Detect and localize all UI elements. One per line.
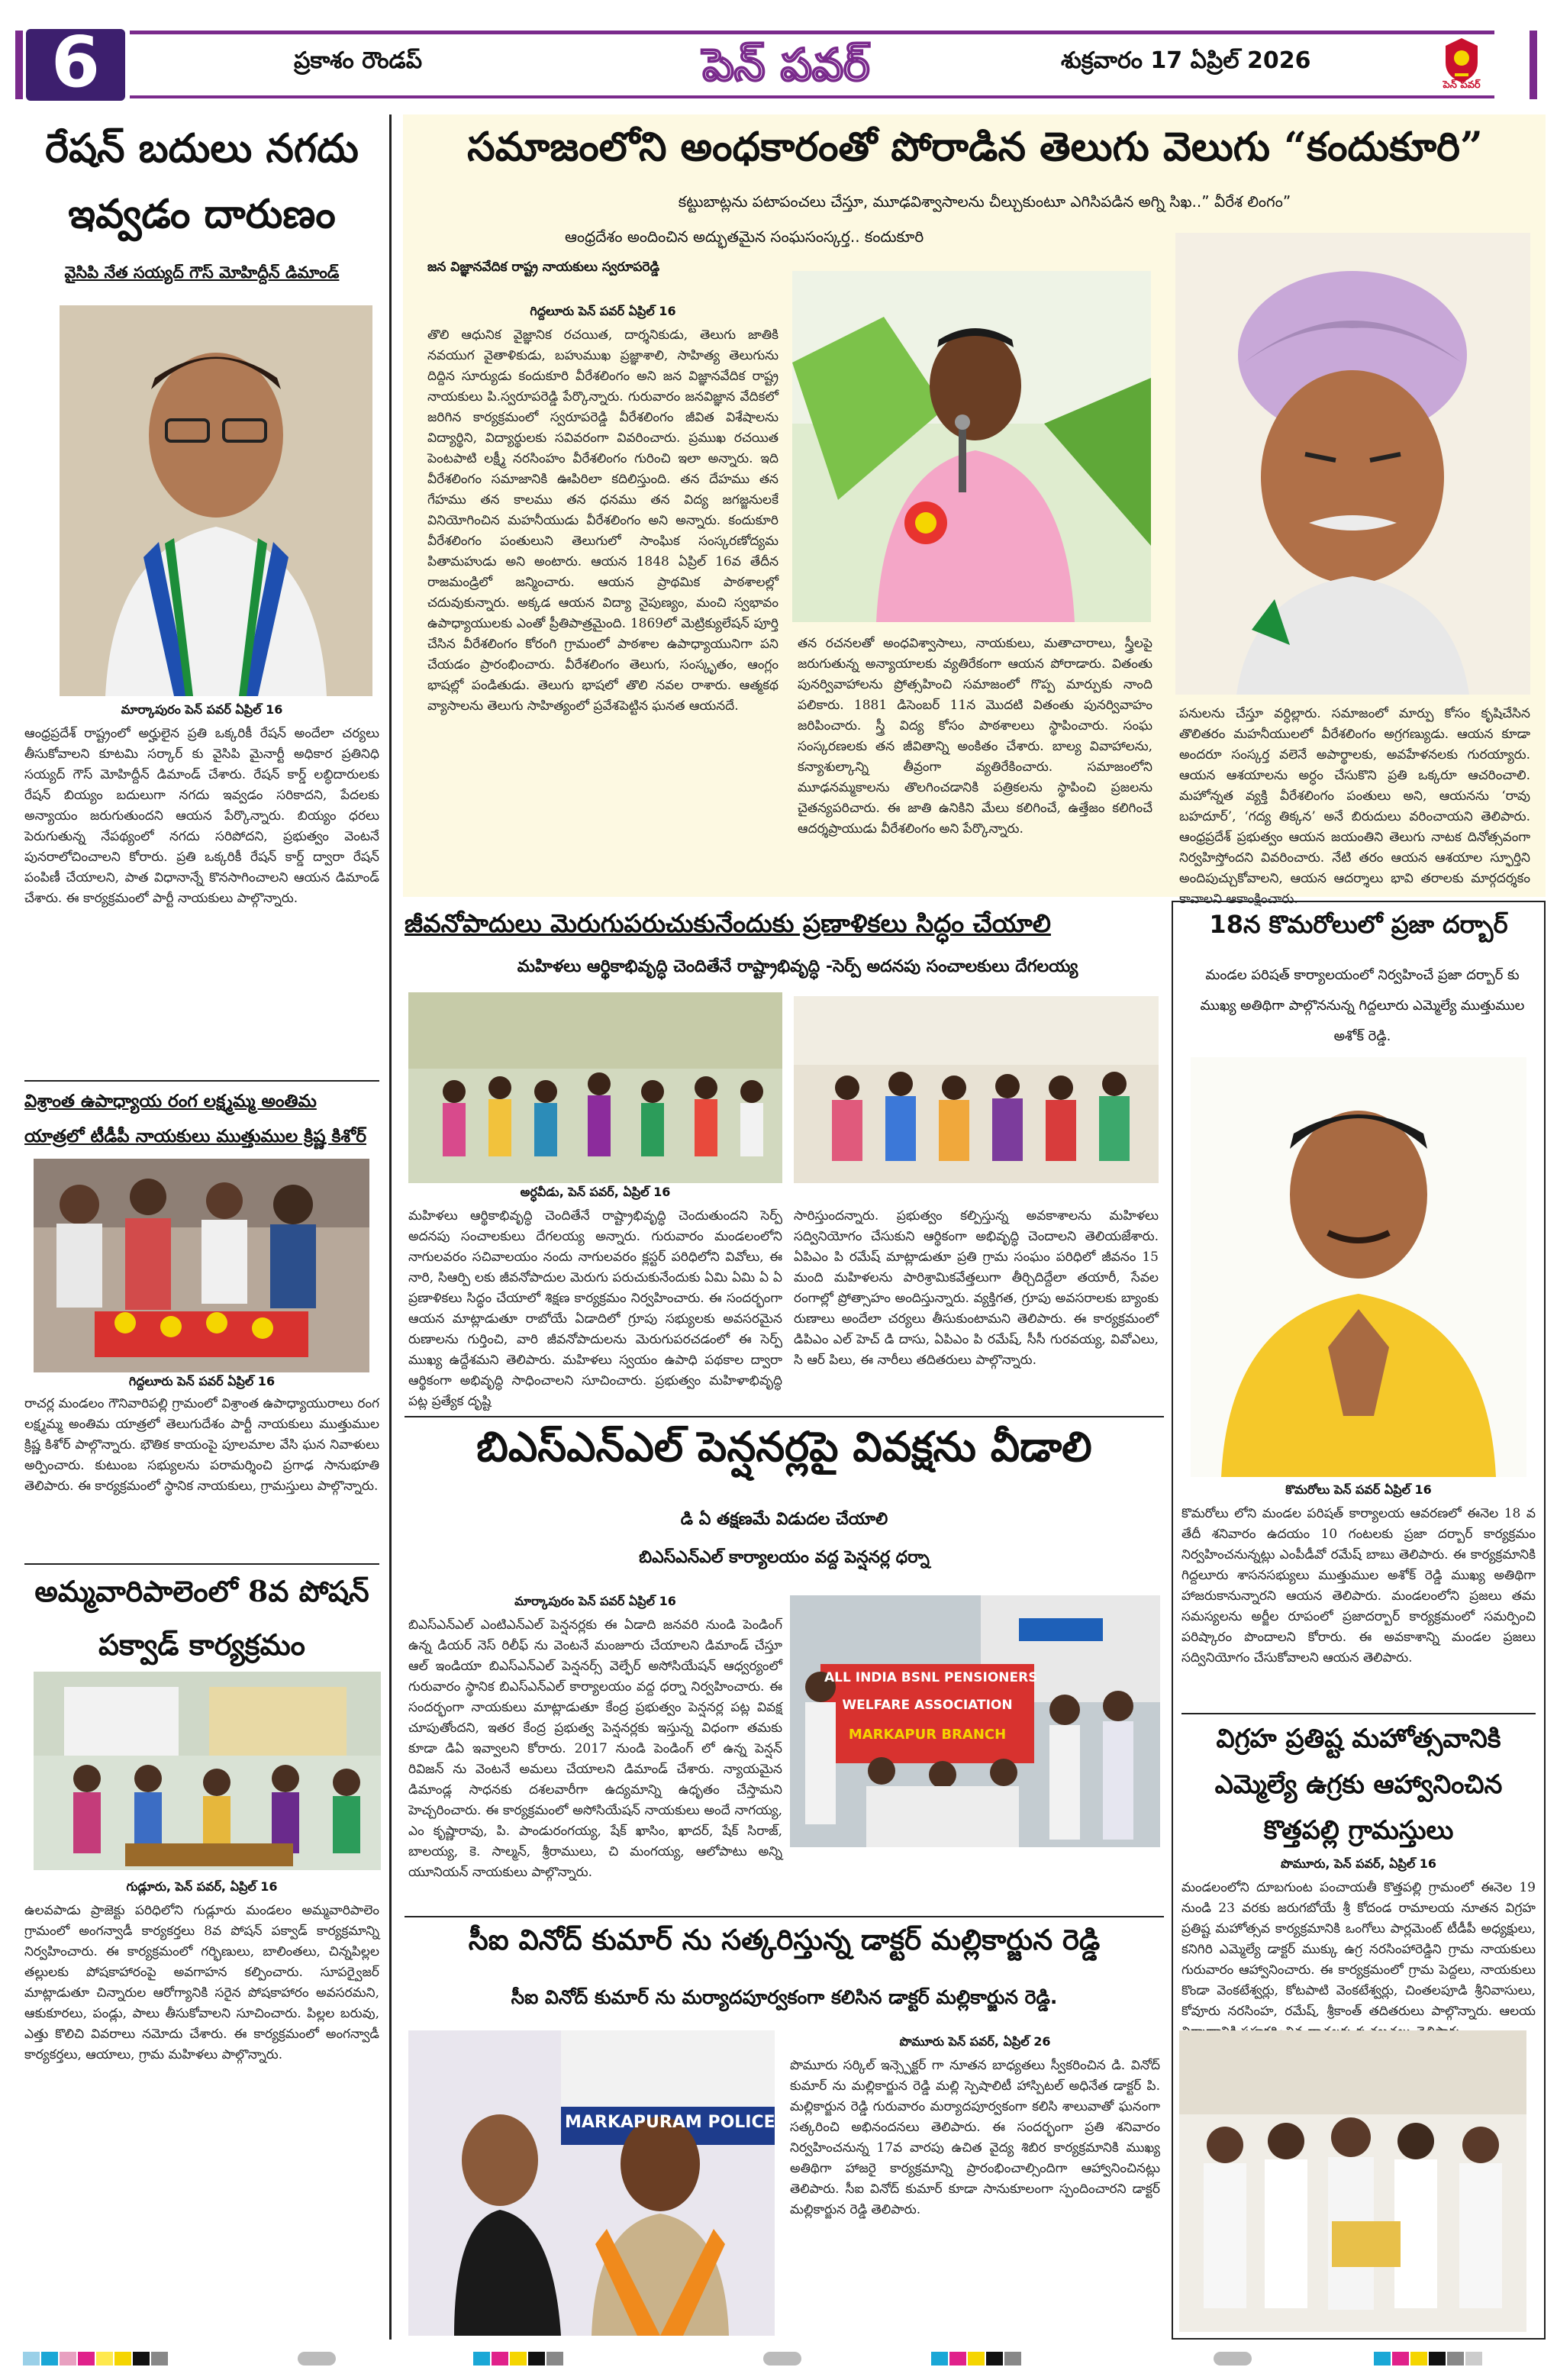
- speaker-photo-icon: [792, 271, 1151, 622]
- lead-quote-1: కట్టుబాట్లను పటాపంచలు చేస్తూ, మూఢవిశ్వాసాలను చీల్చుకుంటూ ఎగిసిపడిన అగ్ని సిఖ..” వీరేశ లింగం”: [678, 192, 1291, 211]
- darbar-intro: మండల పరిషత్ కార్యాలయంలో నిర్వహించే ప్రజా దర్బార్ కు ముఖ్య అతిథిగా పాల్గొననున్న గిద్దలూరు ఎమ్మెల్యే ముత్తుముల అశోక్ రెడ్డి.: [1200, 967, 1525, 1044]
- story3-dateline: గుడ్లూరు, పెన్ పవర్, ఏప్రిల్ 16: [126, 1879, 278, 1894]
- lead-body-left: తొలి ఆధునిక వైజ్ఞానిక రచయిత, దార్శనికుడు, తెలుగు జాతికి నవయుగ వైతాళికుడు, బహుముఖ ప్రజ్ఞాశాలి, సాహిత్య తెలుగును దిద్దిన సూర్యుడు కందుకూరి వీరేశలింగం అని జన విజ్ఞానవేదిక రాష్ట్ర నాయకులు పి.స్వరూపరెడ్డి పేర్కొన్నారు. గురువారం జనవిజ్ఞాన వేదికలో జరిగిన కార్యక్రమంలో స్వరూపరెడ్డి వీరేశలింగం జీవిత విశేషాలను విద్యార్థిని, విద్యార్థులకు సవివరంగా వివరించారు. ప్రముఖ రచయిత పెంటపాటి లక్ష్మీ నరసింహం వీరేశలింగం గురించి ఇలా అన్నారు. ఇది వీరేశలింగం సమాజానికి ఊపిరిలా కదిలిస్తుంది. తన దేహము తన గేహము తన కాలము తన ధనము తన విద్య జగజ్జనులకే వినియోగించిన మహనీయుడు వీరేశలింగం అని అన్నారు. కందుకూరి వీరేశలింగం పంతులుని తెలుగులో సాంఘిక సంస్కరణోద్యమ పితామహుడు అని అంటారు. ఆయన 1848 ఏప్రిల్ 16వ తేదీన రాజమండ్రిలో జన్మించారు. ఆయన ప్రాథమిక పాఠశాలల్లో చదువుకున్నారు. అక్కడ ఆయన విద్యా నైపుణ్యం, మంచి స్వభావం ఉపాధ్యాయులకు ఎంతో ప్రీతిపాత్రమైంది. 1869లో మెట్రిక్యులేషన్ పూర్తి చేసిన వీరేశలింగం కోరంగి గ్రామంలో పాఠశాల ఉపాధ్యాయునిగా పని చేయడం ప్రారంభించారు. వీరేశలింగం తెలుగు, సంస్కృతం, ఆంగ్లం భాషల్లో పండితుడు. తెలుగు భాషలో తొలి నవల రాశారు. ఆత్మకథ వ్యాసాలను తెలుగు సాహిత్యంలో ప్రవేశపెట్టిన ఘనత ఆయనదే.: [427, 327, 778, 714]
- bsnl-subhead-1: డి ఏ తక్షణమే విడుదల చేయాలి: [680, 1510, 888, 1529]
- masthead-rule-bottom: [130, 95, 1494, 98]
- lead-body-right: పనులను చేస్తూ వర్ధిల్లారు. సమాజంలో మార్పు కోసం కృషిచేసిన తొలితరం మహనీయులలో వీరేశలింగం అగ్రగణ్యుడు. ఆయన కూడా అందరూ సంస్కర్త వలెనే అపార్థాలకు, అవహేళనలకు గురయ్యారు. ఆయన ఆశయాలను అర్ధం చేసుకొని ప్రతి ఒక్కరూ ఆచరించాలి. మహోన్నత వ్యక్తి వీరేశలింగం పంతులు అని, ఆయనను ‘రావు బహదూర్’, ‘గద్య తిక్కన’ అనే బిరుదులు వరించాయని తెలిపారు. ఆంధ్రప్రదేశ్ ప్రభుత్వం ఆయన జయంతిని తెలుగు నాటక దినోత్సవంగా నిర్వహిస్తోందని వివరించారు. నేటి తరం ఆయన ఆశయాల స్ఫూర్తిని అందిపుచ్చుకోవాలని, ఆయన ఆదర్శాలు భావి తరాలకు మార్గదర్శకం కావాలని ఆకాంక్షించారు.: [1179, 706, 1530, 907]
- livelihood-photo-2: [794, 996, 1159, 1183]
- mla-portrait-icon: [1191, 1057, 1526, 1477]
- darbar-headline: 18న కొమరోలులో ప్రజా దర్బార్: [1209, 910, 1508, 939]
- story2-top-rule: [24, 1080, 379, 1082]
- footer-swatches-left: [23, 2352, 176, 2367]
- livelihood-headline: జీవనోపాదులు మెరుగుపరుచుకునేందుకు ప్రణాళికలు సిద్ధం చేయాలి: [405, 908, 1051, 938]
- bsnl-subhead-2: బిఎస్ఎన్ఎల్ కార్యాలయం వద్ద పెన్షనర్ల ధర్నా: [639, 1548, 930, 1567]
- story2-dateline: గిద్దలూరు పెన్ పవర్ ఏప్రిల్ 16: [128, 1374, 276, 1388]
- ci-photo: [408, 2030, 775, 2336]
- paper-name: పెన్ పవర్: [702, 39, 870, 91]
- ci-headline: సీఐ వినోద్ కుమార్ ను సత్కరిస్తున్న డాక్టర్ మల్లికార్జున రెడ్డి: [468, 1924, 1101, 1956]
- story3-photo: [34, 1672, 381, 1870]
- lead-portrait-illustration: [1175, 233, 1530, 695]
- ci-subhead: సీఐ వినోద్ కుమార్ ను మర్యాదపూర్వకంగా కలిసిన డాక్టర్ మల్లికార్జున రెడ్డి.: [511, 1986, 1058, 2008]
- temple-dateline: పొమూరు, పెన్ పవర్, ఏప్రిల్ 16: [1280, 1856, 1437, 1871]
- story2-photo: [34, 1159, 369, 1372]
- livelihood-subhead: మహిళలు ఆర్థికాభివృద్ధి చెందితేనే రాష్ట్రాభివృద్ధి -సెర్ప్ అదనపు సంచాలకులు దేగలయ్య: [517, 957, 1078, 976]
- footer-pill-2: [763, 2352, 801, 2365]
- story3-body: ఉలవపాడు ప్రాజెక్టు పరిధిలోని గుడ్లూరు మండలం అమ్మవారిపాలెం గ్రామంలో అంగన్వాడీ కార్యకర్తలు 8వ పోషన్ పక్వాడ్ కార్యక్రమాన్ని నిర్వహించారు. ఈ కార్యక్రమంలో గర్భిణులు, బాలింతలు, చిన్నపిల్లల తల్లులకు పోషకాహారంపై అవగాహన కల్పించారు. సూపర్వైజర్ మాట్లాడుతూ చిన్నారుల ఆరోగ్యానికి సరైన పోషకాహారం అవసరమని, ఆకుకూరలు, పండ్లు, పాలు తీసుకోవాలని సూచించారు. పిల్లల బరువు, ఎత్తు కొలిచి వివరాలు నమోదు చేశారు. ఈ కార్యక్రమంలో అంగన్వాడీ కార్యకర్తలు, ఆయాలు, గ్రామ మహిళలు పాల్గొన్నారు.: [24, 1903, 379, 2062]
- darbar-photo: [1191, 1057, 1526, 1477]
- women-meeting-hall-icon: [408, 992, 782, 1183]
- lead-body-bottom: తన రచనలతో అంధవిశ్వాసాలు, నాయకులు, మతాచారాలు, స్త్రీలపై జరుగుతున్న అన్యాయాలకు వ్యతిరేకంగా ఆయన పోరాడారు. వితంతు పునర్వివాహాలను ప్రోత్సహించి సమాజంలో గొప్ప మార్పుకు నాంది పలికారు. 1881 డిసెంబర్ 11న మొదటి వితంతు పునర్వివాహం జరిపించారు. స్త్రీ విద్య కోసం పాఠశాలలు స్థాపించారు. సంఘ సంస్కరణలకు తన జీవితాన్ని అంకితం చేశారు. బాల్య వివాహాలను, కన్యాశుల్కాన్ని తీవ్రంగా వ్యతిరేకించారు. సమాజంలోని మూఢనమ్మకాలను తొలగించడానికి పత్రికలను స్థాపించి ప్రజలను చైతన్యపరిచారు. ఈ జాతి ఉనికిని మేలు కలిగించే, ఉత్తేజం కలిగించే ఆదర్శప్రాయుడు వీరేశలింగం అని పేర్కొన్నారు.: [798, 636, 1152, 837]
- bsnl-headline: బిఎస్ఎన్ఎల్ పెన్షనర్లపై వివక్షను వీడాలి: [476, 1422, 1092, 1471]
- footer-swatches-mid: [473, 2352, 626, 2367]
- issue-date: శుక్రవారం 17 ఏప్రిల్ 2026: [1061, 47, 1311, 74]
- story2-body: రాచర్ల మండలం గౌనివారిపల్లి గ్రామంలో విశ్రాంత ఉపాధ్యాయురాలు రంగ లక్ష్మమ్మ అంతిమ యాత్రలో తెలుగుదేశం పార్టీ నాయకులు ముత్తుముల క్రిష్ణ కిశోర్ పాల్గొన్నారు. భౌతిక కాయంపై పూలమాల వేసి ఘన నివాళులు అర్పించారు. కుటుంబ సభ్యులను పరామర్శించి ప్రగాఢ సానుభూతి తెలిపారు. ఈ కార్యక్రమంలో స్థానిక నాయకులు, గ్రామస్తులు పాల్గొన్నారు.: [24, 1396, 379, 1494]
- livelihood-body-left: మహిళలు ఆర్థికాభివృద్ధి చెందితేనే రాష్ట్రాభివృద్ధి చెందుతుందని సెర్ప్ అదనపు సంచాలకులు దేగలయ్య అన్నారు. గురువారం మండలంలోని నాగులవరం సచివాలయం నందు నాగులవరం క్లస్టర్ పరిధిలోని వివోలు, ఈ నారి, సిఆర్పి లకు జీవనోపాదుల మెరుగు పరుచుకునేందుకు ఏమి ఏమి ఏ ఏ ప్రణాళికలు సిద్ధం చేయాలో శిక్షణ కార్యక్రమం నిర్వహించారు. ఈ సందర్భంగా ఆయన మాట్లాడుతూ రాబోయే ఏడాదిలో గ్రూపు సభ్యులకు అవసరమైన రుణాలను గుర్తించి, వారి జీవనోపాదులను మెరుగుపరచడంలో ఈ సెర్ప్ ముఖ్య ఉద్దేశమని తెలిపారు. మహిళలు స్వయం ఉపాధి పథకాల ద్వారా ఆర్థికంగా అభివృద్ధి సాధించాలని సూచించారు. ప్రభుత్వం మహిళాభివృద్ధి పట్ల ప్రత్యేక దృష్టి: [408, 1208, 782, 1409]
- banner-text-1: ALL INDIA BSNL PENSIONERS: [824, 1670, 1038, 1685]
- lead-dateline: గిద్దలూరు పెన్ పవర్ ఏప్రిల్ 16: [530, 304, 676, 318]
- temple-top-rule: [1181, 1713, 1536, 1714]
- story1-photo: [60, 305, 372, 696]
- page-number: 6: [50, 21, 100, 103]
- footer-pill-1: [298, 2352, 336, 2365]
- footer-pill-3: [1214, 2352, 1252, 2365]
- police-banner-text: MARKAPURAM POLICE: [565, 2113, 775, 2132]
- logo-caption: పెన్ పవర్: [1443, 79, 1481, 91]
- masthead-left-bar: [15, 31, 23, 99]
- footer-swatches-far-right: [1374, 2352, 1542, 2367]
- story1-body: ఆంధ్రప్రదేశ్ రాష్ట్రంలో అర్హులైన ప్రతి ఒక్కరికీ రేషన్ అందేలా చర్యలు తీసుకోవాలని కూటమి సర్కార్ కు వైసిపి మైనార్టీ అధికార ప్రతినిధి సయ్యద్ గౌస్ మోహిద్దీన్ డిమాండ్ చేశారు. రేషన్ కార్డ్ లబ్ధిదారులకు రేషన్ బియ్యం బదులుగా నగదు ఇవ్వడం సరికాదని, పేదలకు అన్యాయం జరుగుతుందని ఆయన పేర్కొన్నారు. బియ్యం ధరలు పెరుగుతున్న నేపథ్యంలో నగదు సరిపోదని, ప్రభుత్వం వెంటనే పునరాలోచించాలని కోరారు. ప్రతి ఒక్కరికీ రేషన్ కార్డ్ ద్వారా రేషన్ పంపిణీ చేయాలని, పాత విధానాన్నే కొనసాగించాలని ఆయన డిమాండ్ చేశారు. ఈ కార్యక్రమంలో పార్టీ నాయకులు పాల్గొన్నారు.: [24, 726, 379, 906]
- paper-logo: [1435, 35, 1488, 95]
- footer-color-bar: [0, 2347, 1557, 2380]
- lead-headline: సమాజంలోని అంధకారంతో పోరాడిన తెలుగు వెలుగు “కందుకూరి”: [467, 124, 1483, 170]
- temple-photo: [1179, 2030, 1526, 2332]
- ci-top-rule: [405, 1916, 1164, 1917]
- story1-dateline: మార్కాపురం పెన్ పవర్ ఏప్రిల్ 16: [121, 702, 283, 717]
- masthead-right-bar: [1530, 31, 1537, 99]
- story1-headline: రేషన్ బదులు నగదు ఇవ్వడం దారుణం: [45, 125, 359, 237]
- story2-headline: విశ్రాంత ఉపాధ్యాయ రంగ లక్ష్మమ్మ అంతిమ యాత్రలో టీడీపీ నాయకులు ముత్తుముల క్రిష్ణ కిశోర్: [24, 1092, 366, 1146]
- anganwadi-event-icon: [34, 1672, 381, 1870]
- bsnl-dateline: మార్కాపురం పెన్ పవర్ ఏప్రిల్ 16: [514, 1594, 676, 1608]
- banner-text-2: WELFARE ASSOCIATION: [842, 1698, 1013, 1713]
- ci-dateline: పొమూరు పెన్ పవర్, ఏప్రిల్ 26: [899, 2034, 1051, 2049]
- bsnl-top-rule: [405, 1416, 1164, 1417]
- lead-byline: జన విజ్ఞానవేదిక రాష్ట్ర నాయకులు స్వరూపరెడ్డి: [427, 260, 660, 275]
- darbar-body: కొమరోలు లోని మండల పరిషత్ కార్యాలయ ఆవరణలో ఈనెల 18 వ తేదీ శనివారం ఉదయం 10 గంటలకు ప్రజా దర్బార్ కార్యక్రమం నిర్వహించనున్నట్లు ఎంపీడీవో రమేష్ బాబు తెలిపారు. ఈ కార్యక్రమానికి గిద్దలూరు శాసనసభ్యులు ముత్తుముల అశోక్ రెడ్డి ముఖ్య అతిథిగా హాజరుకానున్నారని ఆయన తెలిపారు. మండలంలోని ప్రజలు తమ సమస్యలను అర్జీల రూపంలో ప్రజాదర్బార్ కార్యక్రమంలో సమర్పించి పరిష్కారం పొందాలని కోరారు. ఈ అవకాశాన్ని మండల ప్రజలు సద్వినియోగం చేసుకోవాలని ఆయన తెలిపారు.: [1181, 1506, 1536, 1666]
- footer-swatches-right: [931, 2352, 1084, 2367]
- kandukuri-portrait-icon: [1175, 233, 1530, 695]
- masthead: [0, 0, 1557, 107]
- section-name: ప్రకాశం రౌండప్: [294, 47, 423, 74]
- bsnl-photo: [790, 1595, 1160, 1847]
- ci-body: పొమూరు సర్కిల్ ఇన్స్పెక్టర్ గా నూతన బాధ్యతలు స్వీకరించిన డి. వినోద్ కుమార్ ను మల్లికార్జున రెడ్డి మల్లి స్పెషాలిటీ హాస్పిటల్ అధినేత డాక్టర్ పి. మల్లికార్జున రెడ్డి గురువారం మర్యాదపూర్వకంగా కలిసి శాలువాతో ఘనంగా సత్కరించి అభినందనలు తెలిపారు. ఈ సందర్భంగా ప్రతి శనివారం నిర్వహించనున్న 17వ వారపు ఉచిత వైద్య శిబిర కార్యక్రమానికి ముఖ్య అతిథిగా హాజరై కార్యక్రమాన్ని ప్రారంభించాల్సిందిగా ఆహ్వానించినట్లు తెలిపారు. సీఐ వినోద్ కుమార్ కూడా సానుకూలంగా స్పందించారని డాక్టర్ మల్లికార్జున రెడ్డి తెలిపారు.: [790, 2058, 1160, 2217]
- livelihood-photo-1: [408, 992, 782, 1183]
- police-felicitation-icon: [408, 2030, 775, 2336]
- villagers-invitation-icon: [1179, 2030, 1526, 2332]
- lead-speaker-photo: [792, 271, 1151, 622]
- temple-headline: విగ్రహ ప్రతిష్ట మహోత్సవానికి ఎమ్మెల్యే ఉగ్రకు ఆహ్వానించిన కొత్తపల్లి గ్రామస్తులు: [1214, 1724, 1503, 1846]
- temple-body: మండలంలోని దూబగుంట పంచాయతీ కొత్తపల్లి గ్రామంలో ఈనెల 19 నుండి 23 వరకు జరుగబోయే శ్రీ కోదండ రామాలయ నూతన విగ్రహ ప్రతిష్ట మహోత్సవ కార్యక్రమానికి ఒంగోలు పార్లమెంట్ టీడీపీ అధ్యక్షులు, కనిగిరి ఎమ్మెల్యే డాక్టర్ ముక్కు ఉగ్ర నరసింహారెడ్డిని గ్రామ నాయకులు గురువారం ఆహ్వానించారు. ఈ కార్యక్రమంలో గ్రామ పెద్దలు, నాయకులు కొండా వెంకటేశ్వర్లు, కోటపాటి వెంకటేశ్వర్లు, చింతలపూడి శ్రీనివాసులు, కోవూరు నరసింహ, రమేష్, శ్రీకాంత్ తదితరులు పాల్గొన్నారు. ఆలయ: [1181, 1880, 1536, 2019]
- lead-quote-2: ఆంధ్రదేశం అందించిన అద్భుతమైన సంఘసంస్కర్త.. కందుకూరి: [565, 227, 924, 246]
- darbar-dateline: కొమరోలు పెన్ పవర్ ఏప్రిల్ 16: [1285, 1482, 1432, 1497]
- bsnl-body: బిఎస్ఎన్ఎల్ ఎంటిఎన్ఎల్ పెన్షనర్లకు ఈ ఏడాది జనవరి నుండి పెండింగ్ ఉన్న డియర్ నెస్ రిలీఫ్ ను వెంటనే మంజూరు చేయాలని డిమాండ్ చేస్తూ ఆల్ ఇండియా బిఎస్ఎన్ఎల్ పెన్షనర్స్ వెల్ఫేర్ అసోసియేషన్ ఆధ్వర్యంలో గురువారం స్థానిక బిఎస్ఎన్ఎల్ కార్యాలయం వద్ద ధర్నా నిర్వహించారు. ఈ సందర్భంగా నాయకులు మాట్లాడుతూ కేంద్ర ప్రభుత్వం పెన్షనర్ల పట్ల వివక్ష చూపుతోందని, ఇతర కేంద్ర ప్రభుత్వ పెన్షనర్లకు ఇస్తున్న విధంగా తమకు కూడా డిఏ ఇవ్వాలని కోరారు. 2017 నుండి పెండింగ్ లో ఉన్న పెన్షన్ రివిజన్ ను వెంటనే అమలు చేయాలని డిమాండ్ చేశారు. న్యాయమైన డిమాండ్ల సాధనకు దశలవారీగా ఉద్యమాన్ని ఉధృతం చేస్తామని హెచ్చరించారు. ఈ కార్యక్రమంలో అసోసియేషన్ నాయకులు అందే నాగయ్య, ఎం కృష్ణారావు, పి. పాండురంగయ్య, షేక్ ఖాసిం, ఖాదర్, షేక్ సిరాజ్, బాలయ్య, కె. సాల్మన్, శ్రీరాములు, చి మంగయ్య, ఆలోపాటు అన్ని యూనియన్ నాయకులు పాల్గొన్నారు.: [408, 1617, 782, 1880]
- story1-subhead: వైసిపి నేత సయ్యద్ గౌస్ మోహిద్దీన్ డిమాండ్: [64, 263, 340, 282]
- livelihood-body-right: సారిస్తుందన్నారు. ప్రభుత్వం కల్పిస్తున్న అవకాశాలను మహిళలు సద్వినియోగం చేసుకుని ఆర్థికంగా అభివృద్ధి చెందాలని తెలియజేశారు. ఏపిఎం పి రమేష్ మాట్లాడుతూ ప్రతి గ్రామ సంఘం పరిధిలో జీవనం 15 మంది మహిళలను పారిశ్రామికవేత్తలుగా తీర్చిదిద్దేలా తయారీ, సేవల రంగాల్లో ప్రోత్సాహం అందిస్తున్నారు. వ్యక్తిగత, గ్రూపు అవసరాలకు బ్యాంకు రుణాలు అందేలా చర్యలు తీసుకుంటామని తెలిపారు. ఈ కార్యక్రమంలో డిపిఎం ఎల్ హెచ్ డి దాసు, ఏపిఎం పి రమేష్, సీసీ గురవయ్య, వివోఎలు, సి ఆర్ పిలు, ఈ నారీలు తదితరులు పాల్గొన్నారు.: [794, 1208, 1159, 1368]
- women-training-session-icon: [794, 996, 1159, 1183]
- banner-text-3: MARKAPUR BRANCH: [848, 1727, 1007, 1743]
- story3-headline: అమ్మవారిపాలెంలో 8వ పోషన్ పక్వాడ్ కార్యక్రమం: [34, 1574, 369, 1662]
- masthead-rule-top: [130, 31, 1494, 34]
- swatch: [23, 2352, 40, 2365]
- funeral-procession-icon: [34, 1159, 369, 1372]
- livelihood-dateline: అర్ధవీడు, పెన్ పవర్, ఏప్రిల్ 16: [520, 1185, 671, 1199]
- portrait-man-icon: [60, 305, 372, 696]
